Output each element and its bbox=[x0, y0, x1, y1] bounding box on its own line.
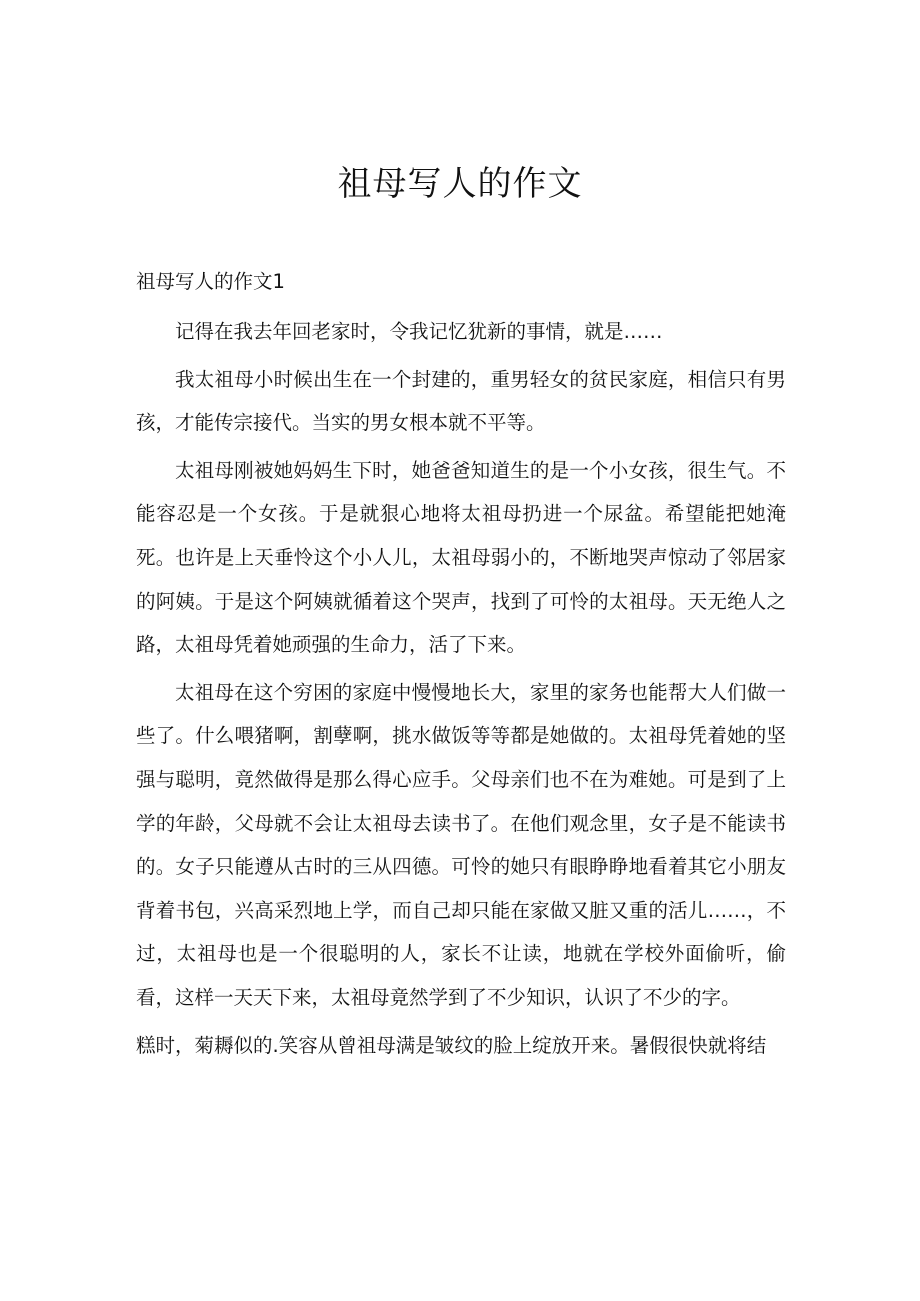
paragraph-2: 我太祖母小时候出生在一个封建的，重男轻女的贫民家庭，相信只有男孩，才能传宗接代。当实的男女根本就不平等。 bbox=[136, 367, 786, 435]
paragraph-3: 太祖母刚被她妈妈生下时，她爸爸知道生的是一个小女孩，很生气。不能容忍是一个女孩。于是就狠心地将太祖母扔进一个尿盆。希望能把她淹死。也许是上天垂怜这个小人儿，太祖母弱小的，不断地哭声惊动了邻居家的阿姨。于是这个阿姨就循着这个哭声，找到了可怜的太祖母。天无绝人之路，太祖母凭着她顽强的生命力，活了下来。 bbox=[136, 458, 786, 657]
paragraph-5: 糕时，菊耨似的.笑容从曾祖母满是皱纹的脸上绽放开来。暑假很快就将结 bbox=[136, 1033, 767, 1057]
document-title: 祖母写人的作文 bbox=[337, 164, 583, 204]
essay-body bbox=[136, 310, 786, 1071]
paragraph-1: 记得在我去年回老家时，令我记忆犹新的事情，就是…… bbox=[175, 320, 663, 343]
paragraph-4: 太祖母在这个穷困的家庭中慢慢地长大，家里的家务也能帮大人们做一些了。什么喂猪啊，割孽啊，挑水做饭等等都是她做的。太祖母凭着她的坚强与聪明，竟然做得是那么得心应手。父母亲们也不在为难她。可是到了上学的年龄，父母就不会让太祖母去读书了。在他们观念里，女子是不能读书的。女子只能遵从古时的三从四德。可怜的她只有眼睁睁地看着其它小朋友背着书包，兴高采烈地上学，而自己却只能在家做又脏又重的活儿……，不过，太祖母也是一个很聪明的人，家长不让读，地就在学校外面偷听，偷看，这样一天天下来，太祖母竟然学到了不少知识，认识了不少的字。 bbox=[136, 680, 786, 1009]
essay-subtitle: 祖母写人的作文1 bbox=[136, 270, 285, 293]
